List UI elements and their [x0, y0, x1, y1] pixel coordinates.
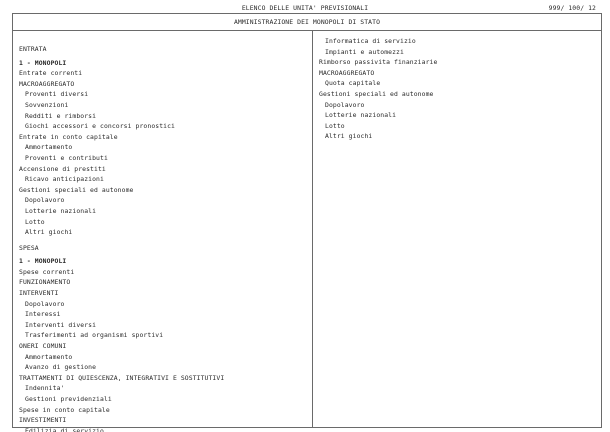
macroaggregato-label: MACROAGGREGATO [19, 79, 75, 88]
unit-monopoli-spesa: 1 - MONOPOLI [19, 257, 67, 266]
item-lotterie-nazionali: Lotterie nazionali [325, 111, 397, 120]
title-entrate-conto-capitale: Entrate in conto capitale [19, 132, 118, 141]
left-column [19, 44, 309, 432]
section-entrata: ENTRATA [19, 45, 47, 53]
title-rimborso-passivita: Rimborso passivita finanziarie [319, 58, 438, 67]
title-spese-correnti: Spese correnti [19, 267, 75, 276]
item-interessi: Interessi [25, 310, 61, 319]
section-spesa: SPESA [19, 243, 39, 252]
administration-header: AMMINISTRAZIONE DEI MONOPOLI DI STATO [13, 14, 601, 31]
item-lotto: Lotto [325, 121, 345, 130]
item-giochi-accessori: Giochi accessori e concorsi pronostici [25, 122, 176, 131]
document-frame [12, 13, 602, 432]
item-quota-capitale: Quota capitale [325, 79, 381, 88]
macro-interventi: INTERVENTI [19, 289, 59, 298]
item-sovvenzioni: Sovvenzioni [25, 100, 69, 109]
item-ammortamento: Ammortamento [25, 143, 73, 152]
macro-funzionamento: FUNZIONAMENTO [19, 278, 71, 287]
macro-trattamenti-quiescenza: TRATTAMENTI DI QUIESCENZA, INTEGRATIVI E SOSTITUTIVI [19, 373, 225, 382]
title-gestioni-speciali: Gestioni speciali ed autonome [19, 185, 134, 194]
item-lotto: Lotto [25, 217, 45, 226]
page-number: 999/ 100/ 12 [548, 4, 596, 12]
title-spese-conto-capitale: Spese in conto capitale [19, 405, 110, 414]
item-redditi-rimborsi: Redditi e rimborsi [25, 111, 97, 120]
item-dopolavoro: Dopolavoro [25, 299, 65, 308]
item-impianti-automezzi: Impianti e automezzi [325, 47, 404, 56]
item-trasferimenti-organismi-sportivi: Trasferimenti ad organismi sportivi [25, 331, 164, 340]
macroaggregato-label: MACROAGGREGATO [319, 68, 375, 77]
item-lotterie-nazionali: Lotterie nazionali [25, 206, 97, 215]
column-divider [312, 31, 313, 427]
item-proventi-diversi: Proventi diversi [25, 90, 89, 99]
item-dopolavoro: Dopolavoro [25, 196, 65, 205]
item-indennita: Indennita' [25, 384, 65, 393]
title-entrate-correnti: Entrate correnti [19, 69, 83, 78]
item-altri-giochi: Altri giochi [325, 132, 373, 141]
item-informatica-servizio: Informatica di servizio [325, 37, 416, 45]
title-accensione-prestiti: Accensione di prestiti [19, 164, 106, 173]
macro-oneri-comuni: ONERI COMUNI [19, 342, 67, 351]
title-gestioni-speciali: Gestioni speciali ed autonome [319, 89, 434, 98]
item-edilizia-servizio: Edilizia di servizio [25, 426, 104, 432]
macro-investimenti: INVESTIMENTI [19, 416, 67, 425]
item-gestioni-previdenziali: Gestioni previdenziali [25, 395, 112, 403]
item-interventi-diversi: Interventi diversi [25, 320, 97, 329]
item-altri-giochi: Altri giochi [25, 228, 73, 237]
item-dopolavoro: Dopolavoro [325, 100, 365, 109]
item-ricavo-anticipazioni: Ricavo anticipazioni [25, 175, 104, 184]
item-avanzo-gestione: Avanzo di gestione [25, 363, 97, 372]
document-title: ELENCO DELLE UNITA' PREVISIONALI [241, 4, 369, 12]
item-ammortamento: Ammortamento [25, 352, 73, 361]
item-proventi-contributi: Proventi e contributi [25, 153, 108, 162]
right-column [319, 36, 599, 142]
unit-monopoli-entrata: 1 - MONOPOLI [19, 58, 67, 67]
